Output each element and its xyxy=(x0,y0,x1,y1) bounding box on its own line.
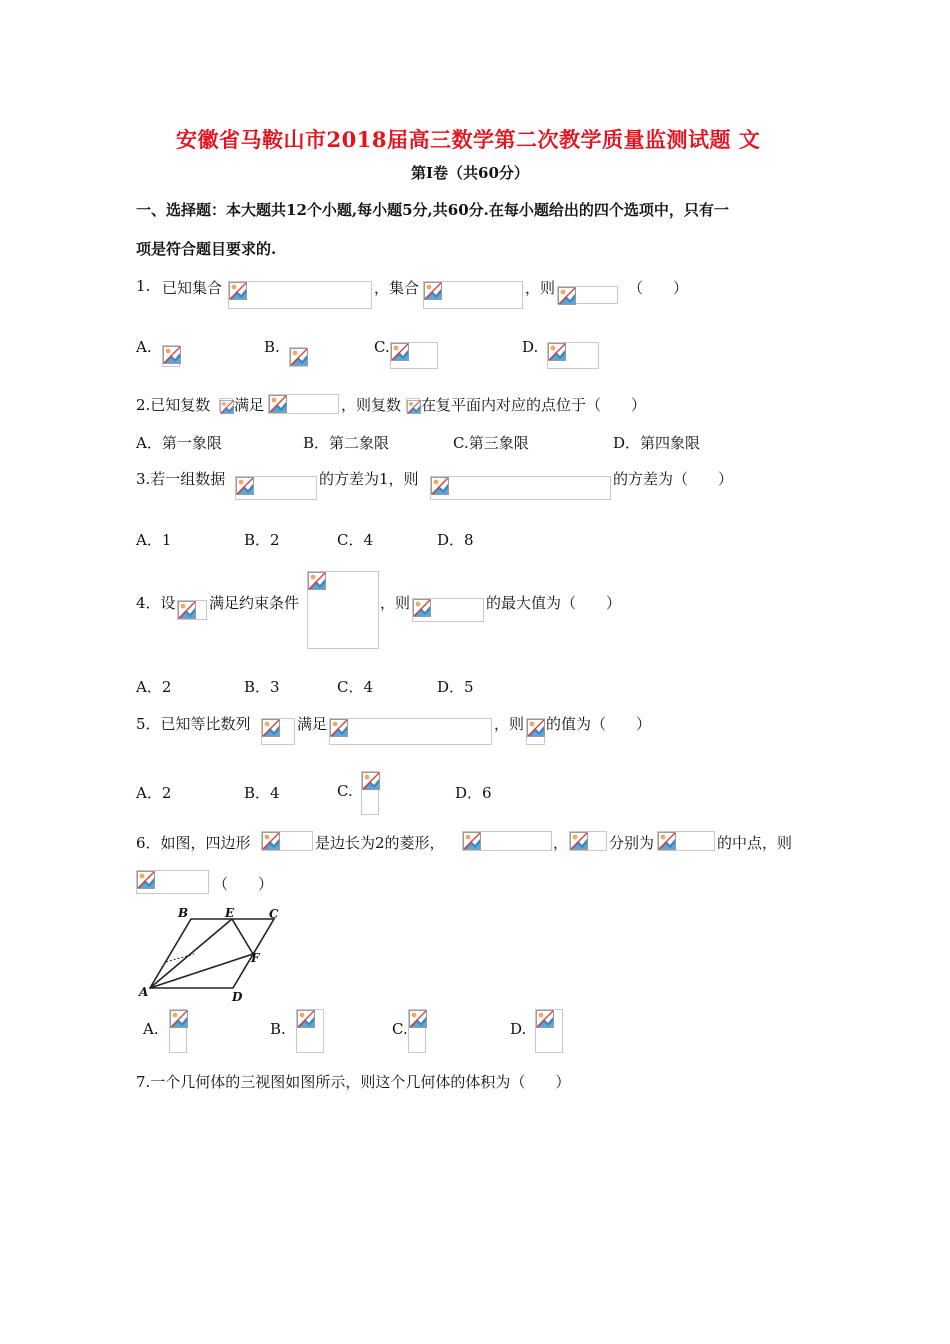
formula-image xyxy=(268,394,339,414)
formula-image xyxy=(289,347,307,367)
q5-option-d: D．6 xyxy=(455,784,492,802)
formula-image xyxy=(526,718,545,745)
segment-af xyxy=(150,954,253,988)
broken-image-icon xyxy=(558,287,576,305)
label-d: D xyxy=(232,990,243,1002)
label-e: E xyxy=(225,906,235,920)
q1-option-a: A. xyxy=(136,338,152,356)
q5-text-4: 的值为（ ） xyxy=(546,715,652,733)
q4-text-1: 4．设 xyxy=(136,594,176,612)
q3-option-a: A．1 xyxy=(136,531,172,549)
formula-image xyxy=(390,342,438,369)
broken-image-icon xyxy=(290,348,308,366)
q3-option-b: B．2 xyxy=(244,531,280,549)
formula-image xyxy=(235,476,317,500)
formula-image xyxy=(307,571,379,649)
q6-text-2: 是边长为2的菱形， xyxy=(315,834,445,852)
broken-image-icon xyxy=(548,343,566,361)
document-title: 安徽省马鞍山市2018届高三数学第二次教学质量监测试题 文 xyxy=(176,127,761,152)
q5-option-c: C. xyxy=(337,782,353,800)
q2-text-4: 在复平面内对应的点位于（ ） xyxy=(421,396,647,414)
label-a: A xyxy=(139,985,149,999)
q1-text-1: 已知集合 xyxy=(162,279,223,297)
q6-option-a: A. xyxy=(143,1020,159,1038)
broken-image-icon xyxy=(236,477,254,495)
broken-image-icon xyxy=(463,832,481,850)
q4-option-a: A．2 xyxy=(136,678,172,696)
broken-image-icon xyxy=(413,599,431,617)
q4-option-c: C．4 xyxy=(337,678,374,696)
formula-image xyxy=(177,600,207,620)
q3-option-d: D．8 xyxy=(437,531,474,549)
formula-image xyxy=(430,476,611,500)
q6-text-5: 的中点，则 xyxy=(717,834,793,852)
formula-image xyxy=(462,831,552,851)
q4-option-b: B．3 xyxy=(244,678,280,696)
broken-image-icon xyxy=(229,282,247,300)
q1-option-d: D. xyxy=(522,338,539,356)
broken-image-icon xyxy=(220,399,234,413)
formula-image xyxy=(408,1009,426,1053)
q3-text-1: 3.若一组数据 xyxy=(136,470,226,488)
broken-image-icon xyxy=(407,399,421,413)
broken-image-icon xyxy=(536,1010,554,1028)
segment-ae xyxy=(150,919,232,988)
q3-text-3: 的方差为（ ） xyxy=(613,470,734,488)
q2-option-b: B．第二象限 xyxy=(303,434,390,452)
q2-text-3: ，则复数 xyxy=(341,396,402,414)
label-f: F xyxy=(251,951,260,965)
broken-image-icon xyxy=(262,832,280,850)
rhombus-figure xyxy=(136,904,286,1002)
formula-image xyxy=(261,831,313,851)
formula-image xyxy=(406,398,420,412)
broken-image-icon xyxy=(163,346,181,364)
q3-text-2: 的方差为1，则 xyxy=(319,470,419,488)
q4-text-3: ，则 xyxy=(380,594,411,612)
q6-text-1: 6．如图，四边形 xyxy=(136,834,251,852)
q5-option-a: A．2 xyxy=(136,784,172,802)
formula-image xyxy=(412,598,484,622)
formula-image xyxy=(329,718,492,745)
q6-option-d: D. xyxy=(510,1020,527,1038)
formula-image xyxy=(261,718,295,745)
q1-text-3: ，则 xyxy=(525,279,556,297)
broken-image-icon xyxy=(330,719,348,737)
broken-image-icon xyxy=(269,395,287,413)
q5-option-b: B．4 xyxy=(244,784,280,802)
broken-image-icon xyxy=(262,719,280,737)
q4-option-d: D．5 xyxy=(437,678,474,696)
q5-text-2: 满足 xyxy=(297,715,328,733)
q1-option-b: B. xyxy=(264,338,280,356)
broken-image-icon xyxy=(527,719,545,737)
formula-image xyxy=(228,281,372,309)
q1-text-2: ，集合 xyxy=(374,279,420,297)
q2-option-c: C.第三象限 xyxy=(453,434,529,452)
q4-text-4: 的最大值为（ ） xyxy=(486,594,622,612)
q2-option-a: A．第一象限 xyxy=(136,434,222,452)
broken-image-icon xyxy=(297,1010,315,1028)
broken-image-icon xyxy=(178,601,196,619)
q5-text-1: 5．已知等比数列 xyxy=(136,715,251,733)
q6-option-c: C. xyxy=(392,1020,408,1038)
formula-image xyxy=(136,870,209,894)
formula-image xyxy=(535,1009,563,1053)
broken-image-icon xyxy=(570,832,588,850)
broken-image-icon xyxy=(308,572,326,590)
broken-image-icon xyxy=(658,832,676,850)
segment-ef xyxy=(232,919,253,954)
formula-image xyxy=(361,771,379,815)
broken-image-icon xyxy=(362,772,380,790)
label-c: C xyxy=(269,907,279,921)
q1-number: 1. xyxy=(136,277,151,295)
q3-option-c: C．4 xyxy=(337,531,374,549)
q2-option-d: D．第四象限 xyxy=(613,434,701,452)
broken-image-icon xyxy=(170,1010,188,1028)
formula-image xyxy=(169,1009,187,1053)
q1-paren: （ ） xyxy=(628,279,689,297)
broken-image-icon xyxy=(391,343,409,361)
q6-text-4: 分别为 xyxy=(609,834,655,852)
q1-option-c: C. xyxy=(374,338,390,356)
label-b: B xyxy=(178,906,189,920)
q6-option-b: B. xyxy=(270,1020,286,1038)
formula-image xyxy=(162,345,180,367)
formula-image xyxy=(423,281,523,309)
formula-image xyxy=(557,286,618,304)
q5-text-3: ，则 xyxy=(494,715,525,733)
section-subtitle: 第Ⅰ卷（共60分） xyxy=(411,164,529,182)
broken-image-icon xyxy=(137,871,155,889)
formula-image xyxy=(296,1009,324,1053)
broken-image-icon xyxy=(431,477,449,495)
broken-image-icon xyxy=(409,1010,427,1028)
formula-image xyxy=(547,342,599,369)
q4-text-2: 满足约束条件 xyxy=(209,594,300,612)
q2-text-2: 满足 xyxy=(234,396,265,414)
broken-image-icon xyxy=(424,282,442,300)
q2-text-1: 2.已知复数 xyxy=(136,396,211,414)
instructions-line-2: 项是符合题目要求的. xyxy=(136,240,277,258)
formula-image xyxy=(569,831,607,851)
q7-text: 7.一个几何体的三视图如图所示，则这个几何体的体积为（ ） xyxy=(136,1073,571,1091)
q6-text-3: ， xyxy=(553,834,569,852)
instructions-line-1: 一、选择题：本大题共12个小题,每小题5分,共60分.在每小题给出的四个选项中，只有一 xyxy=(136,201,729,219)
formula-image xyxy=(657,831,715,851)
formula-image xyxy=(219,398,233,412)
q6-paren: （ ） xyxy=(213,875,274,893)
